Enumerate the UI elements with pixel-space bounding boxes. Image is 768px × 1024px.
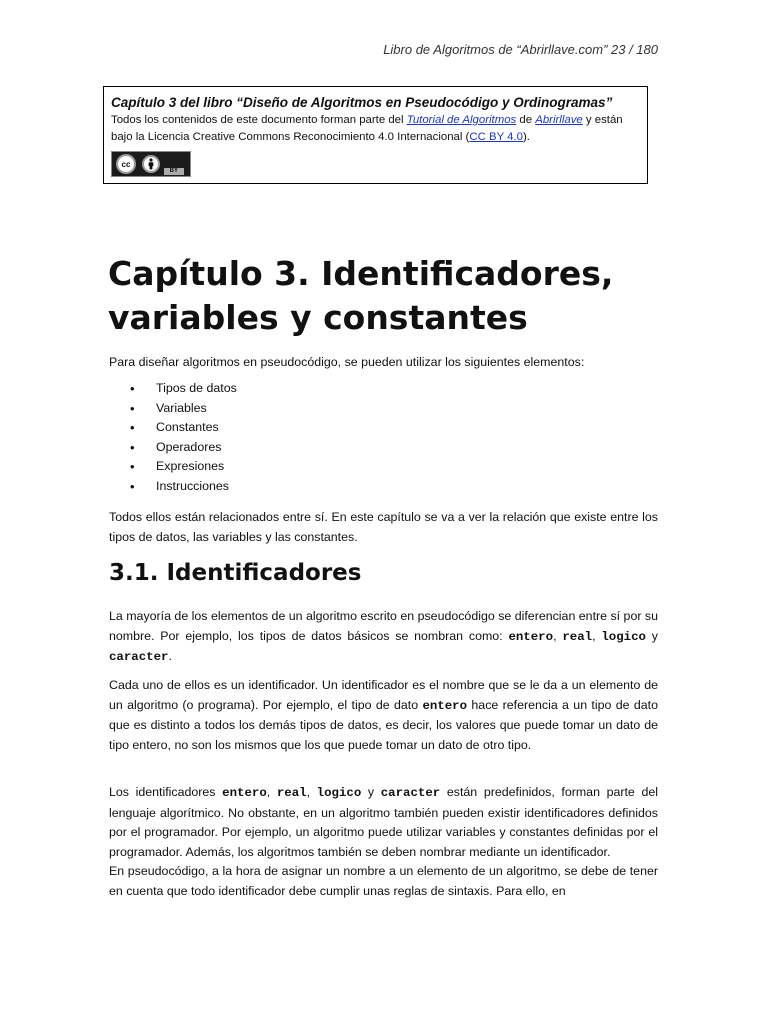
code-real: real	[562, 629, 593, 644]
text: Los identificadores	[109, 785, 223, 799]
running-header: Libro de Algoritmos de “Abrirllave.com” 23 / 180	[383, 42, 658, 57]
text: y	[361, 785, 381, 799]
code-real: real	[276, 786, 307, 800]
text: están predefinidos, forman parte del lenguaje algorítmico. No obstante, en un algoritmo también pueden existir identificadores definidos por el programador. Por ejemplo, un algoritmo puede utilizar variables y constantes definidas por el programador. Además, los algoritmos también se deben nombrar mediante un identificador.	[109, 785, 658, 859]
text: Cada uno de ellos es un identificador. Un identificador es el nombre que se le da a un elemento de un algoritmo (o programa). Por ejemplo, el tipo de dato	[109, 678, 658, 712]
text: ,	[592, 628, 602, 643]
text: La mayoría de los elementos de un algoritmo escrito en pseudocódigo se diferencian entre sí por su nombre. Por ejemplo, los tipos de datos básicos se nombran como:	[109, 609, 658, 643]
abrirllave-link[interactable]: Abrirllave	[535, 114, 583, 126]
creative-commons-icon: cc	[116, 154, 136, 174]
list-item: • Variables	[130, 399, 237, 419]
license-title: Capítulo 3 del libro “Diseño de Algoritmos en Pseudocódigo y Ordinogramas”	[111, 95, 613, 110]
list-item: • Expresiones	[130, 457, 237, 477]
chapter-title: Capítulo 3. Identificadores, variables y constantes	[108, 254, 614, 337]
text: ,	[266, 785, 277, 799]
license-text-part: y están bajo la Licencia Creative Commons Reconocimiento 4.0 Internacional (	[111, 114, 623, 143]
code-logico: logico	[316, 786, 362, 800]
paragraph-3	[109, 783, 658, 862]
elements-list	[130, 379, 237, 496]
section-title: 3.1. Identificadores	[109, 560, 362, 586]
text: hace referencia a un tipo de dato que es distinto a todos los demás tipos de datos, es decir, los valores que puede tomar un dato de tipo entero, no son los mismos que los que puede tomar un dato de otro tipo.	[109, 697, 658, 752]
list-item: • Operadores	[130, 438, 237, 458]
code-entero: entero	[508, 629, 554, 644]
by-label: BY	[164, 168, 184, 175]
license-text-part: ).	[522, 131, 530, 143]
license-text-part: Todos los contenidos de este documento forman parte del	[111, 114, 407, 126]
list-item: • Instrucciones	[130, 477, 237, 497]
relation-paragraph: Todos ellos están relacionados entre sí. En este capítulo se va a ver la relación que existe entre los tipos de datos, las variables y las constantes.	[109, 510, 658, 544]
license-text-part: de	[516, 114, 536, 126]
license-text	[111, 112, 640, 146]
text: .	[168, 649, 172, 663]
list-item: • Tipos de datos	[130, 379, 237, 399]
code-entero: entero	[422, 698, 468, 713]
cc-by-link[interactable]: CC BY 4.0	[469, 131, 523, 143]
code-caracter: caracter	[380, 786, 441, 800]
paragraph-1	[109, 607, 658, 668]
text: ,	[553, 628, 563, 643]
list-item: • Constantes	[130, 418, 237, 438]
code-logico: logico	[601, 629, 646, 644]
paragraph-4: En pseudocódigo, a la hora de asignar un nombre a un elemento de un algoritmo, se debe de tener en cuenta que todo identificador debe cumplir unas reglas de sintaxis. Para ello, en	[109, 864, 658, 898]
tutorial-link[interactable]: Tutorial de Algoritmos	[406, 114, 517, 126]
text: y	[645, 628, 658, 643]
license-box	[103, 86, 648, 184]
cc-by-badge[interactable]	[111, 151, 191, 177]
code-caracter: caracter	[109, 650, 169, 664]
text: ,	[306, 785, 317, 799]
paragraph-2	[109, 676, 658, 755]
attribution-person-icon	[142, 155, 160, 173]
code-entero: entero	[222, 786, 267, 800]
intro-paragraph: Para diseñar algoritmos en pseudocódigo, se pueden utilizar los siguientes elementos:	[109, 355, 585, 369]
